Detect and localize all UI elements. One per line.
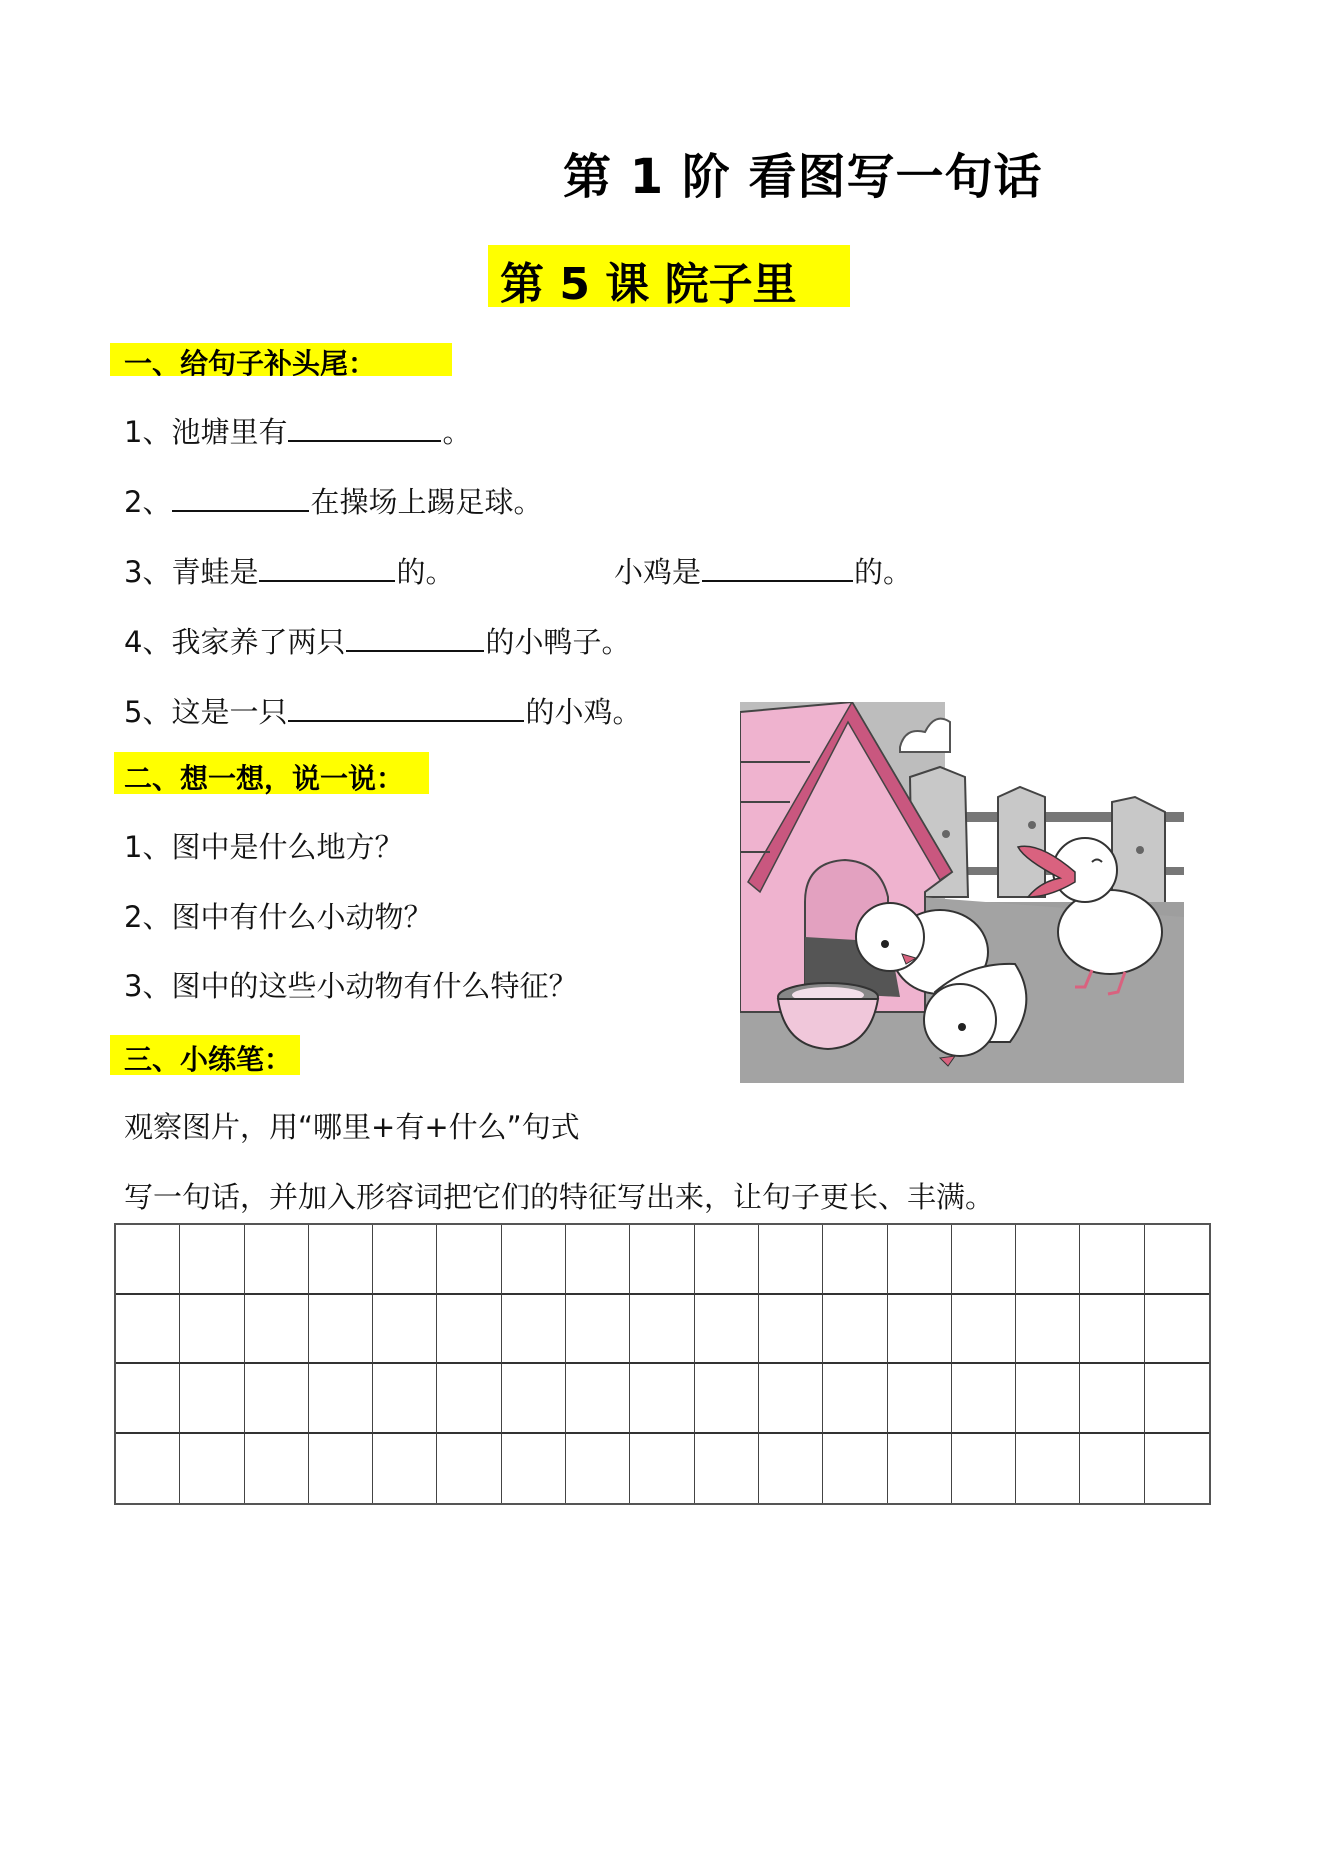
section-1-heading: 一、给句子补头尾： bbox=[124, 347, 377, 380]
grid-cell[interactable] bbox=[373, 1364, 437, 1434]
fill-item-5 bbox=[124, 690, 641, 731]
grid-cell[interactable] bbox=[1145, 1295, 1209, 1365]
grid-cell[interactable] bbox=[823, 1364, 887, 1434]
grid-cell[interactable] bbox=[1145, 1225, 1209, 1295]
grid-cell[interactable] bbox=[695, 1364, 759, 1434]
grid-cell[interactable] bbox=[695, 1434, 759, 1504]
fill-item-5-suffix: 的小鸡。 bbox=[525, 695, 642, 729]
grid-cell[interactable] bbox=[888, 1225, 952, 1295]
answer-blank-3a[interactable] bbox=[259, 556, 395, 582]
grid-cell[interactable] bbox=[437, 1364, 501, 1434]
grid-cell[interactable] bbox=[952, 1434, 1016, 1504]
fill-item-3a-prefix: 3、青蛙是 bbox=[124, 555, 259, 589]
grid-cell[interactable] bbox=[309, 1295, 373, 1365]
grid-cell[interactable] bbox=[1016, 1295, 1080, 1365]
instruction-line-2: 写一句话，并加入形容词把它们的特征写出来，让句子更长、丰满。 bbox=[124, 1180, 995, 1214]
instruction-line-1: 观察图片，用“哪里+有+什么”句式 bbox=[124, 1110, 580, 1144]
grid-cell[interactable] bbox=[116, 1295, 180, 1365]
grid-cell[interactable] bbox=[437, 1295, 501, 1365]
answer-blank-4[interactable] bbox=[346, 626, 484, 652]
section-3-heading: 三、小练笔： bbox=[124, 1043, 293, 1076]
section-2-heading: 二、想一想，说一说： bbox=[124, 762, 405, 795]
grid-cell[interactable] bbox=[116, 1364, 180, 1434]
grid-cell[interactable] bbox=[888, 1295, 952, 1365]
question-2: 2、图中有什么小动物？ bbox=[124, 900, 433, 934]
grid-cell[interactable] bbox=[1080, 1434, 1144, 1504]
lesson-title: 第 5 课 院子里 bbox=[500, 259, 797, 310]
grid-cell[interactable] bbox=[1080, 1295, 1144, 1365]
grid-cell[interactable] bbox=[180, 1364, 244, 1434]
grid-cell[interactable] bbox=[566, 1295, 630, 1365]
grid-cell[interactable] bbox=[566, 1225, 630, 1295]
grid-cell[interactable] bbox=[116, 1225, 180, 1295]
grid-cell[interactable] bbox=[180, 1225, 244, 1295]
grid-cell[interactable] bbox=[245, 1295, 309, 1365]
grid-cell[interactable] bbox=[502, 1295, 566, 1365]
fill-item-4-suffix: 的小鸭子。 bbox=[485, 625, 631, 659]
grid-cell[interactable] bbox=[759, 1225, 823, 1295]
grid-cell[interactable] bbox=[952, 1225, 1016, 1295]
yard-illustration bbox=[740, 702, 1184, 1083]
fill-item-1 bbox=[124, 410, 471, 451]
grid-cell[interactable] bbox=[437, 1225, 501, 1295]
answer-blank-1[interactable] bbox=[288, 416, 441, 442]
grid-cell[interactable] bbox=[245, 1434, 309, 1504]
grid-cell[interactable] bbox=[1145, 1364, 1209, 1434]
grid-cell[interactable] bbox=[373, 1295, 437, 1365]
grid-cell[interactable] bbox=[759, 1295, 823, 1365]
grid-cell[interactable] bbox=[1080, 1364, 1144, 1434]
fill-item-3b bbox=[614, 550, 912, 591]
fill-item-4-prefix: 4、我家养了两只 bbox=[124, 625, 346, 659]
fill-item-3a bbox=[124, 550, 454, 591]
grid-cell[interactable] bbox=[373, 1225, 437, 1295]
grid-cell[interactable] bbox=[888, 1434, 952, 1504]
grid-cell[interactable] bbox=[566, 1434, 630, 1504]
grid-cell[interactable] bbox=[180, 1295, 244, 1365]
grid-cell[interactable] bbox=[823, 1295, 887, 1365]
grid-cell[interactable] bbox=[1145, 1434, 1209, 1504]
grid-cell[interactable] bbox=[180, 1434, 244, 1504]
grid-cell[interactable] bbox=[502, 1364, 566, 1434]
grid-cell[interactable] bbox=[630, 1295, 694, 1365]
fill-item-1-prefix: 1、池塘里有 bbox=[124, 415, 288, 449]
answer-blank-3b[interactable] bbox=[702, 556, 853, 582]
grid-cell[interactable] bbox=[695, 1295, 759, 1365]
writing-grid[interactable] bbox=[114, 1223, 1211, 1505]
fill-item-2 bbox=[124, 480, 542, 521]
grid-cell[interactable] bbox=[759, 1434, 823, 1504]
grid-cell[interactable] bbox=[630, 1364, 694, 1434]
fill-item-5-prefix: 5、这是一只 bbox=[124, 695, 288, 729]
grid-cell[interactable] bbox=[888, 1364, 952, 1434]
grid-cell[interactable] bbox=[309, 1364, 373, 1434]
grid-cell[interactable] bbox=[502, 1434, 566, 1504]
fill-item-2-suffix: 在操场上踢足球。 bbox=[310, 485, 543, 519]
grid-cell[interactable] bbox=[630, 1434, 694, 1504]
question-3: 3、图中的这些小动物有什么特征？ bbox=[124, 969, 578, 1003]
grid-cell[interactable] bbox=[437, 1434, 501, 1504]
grid-cell[interactable] bbox=[309, 1225, 373, 1295]
answer-blank-2[interactable] bbox=[172, 486, 309, 512]
fill-item-1-suffix: 。 bbox=[442, 415, 472, 449]
grid-cell[interactable] bbox=[630, 1225, 694, 1295]
grid-cell[interactable] bbox=[373, 1434, 437, 1504]
answer-blank-5[interactable] bbox=[288, 696, 524, 722]
fill-item-3b-prefix: 小鸡是 bbox=[614, 555, 702, 589]
question-1: 1、图中是什么地方？ bbox=[124, 830, 404, 864]
grid-cell[interactable] bbox=[1016, 1364, 1080, 1434]
fill-item-3b-suffix: 的。 bbox=[854, 555, 913, 589]
grid-cell[interactable] bbox=[952, 1295, 1016, 1365]
grid-cell[interactable] bbox=[309, 1434, 373, 1504]
grid-cell[interactable] bbox=[502, 1225, 566, 1295]
grid-cell[interactable] bbox=[1016, 1434, 1080, 1504]
grid-cell[interactable] bbox=[823, 1225, 887, 1295]
fill-item-4 bbox=[124, 620, 630, 661]
grid-cell[interactable] bbox=[566, 1364, 630, 1434]
grid-cell[interactable] bbox=[823, 1434, 887, 1504]
grid-cell[interactable] bbox=[759, 1364, 823, 1434]
grid-cell[interactable] bbox=[1080, 1225, 1144, 1295]
worksheet-title: 第 1 阶 看图写一句话 bbox=[563, 149, 1043, 205]
grid-cell[interactable] bbox=[245, 1364, 309, 1434]
grid-cell[interactable] bbox=[695, 1225, 759, 1295]
grid-cell[interactable] bbox=[245, 1225, 309, 1295]
grid-cell[interactable] bbox=[952, 1364, 1016, 1434]
grid-cell[interactable] bbox=[1016, 1225, 1080, 1295]
fill-item-2-prefix: 2、 bbox=[124, 485, 172, 519]
fill-item-3a-suffix: 的。 bbox=[396, 555, 455, 589]
grid-cell[interactable] bbox=[116, 1434, 180, 1504]
